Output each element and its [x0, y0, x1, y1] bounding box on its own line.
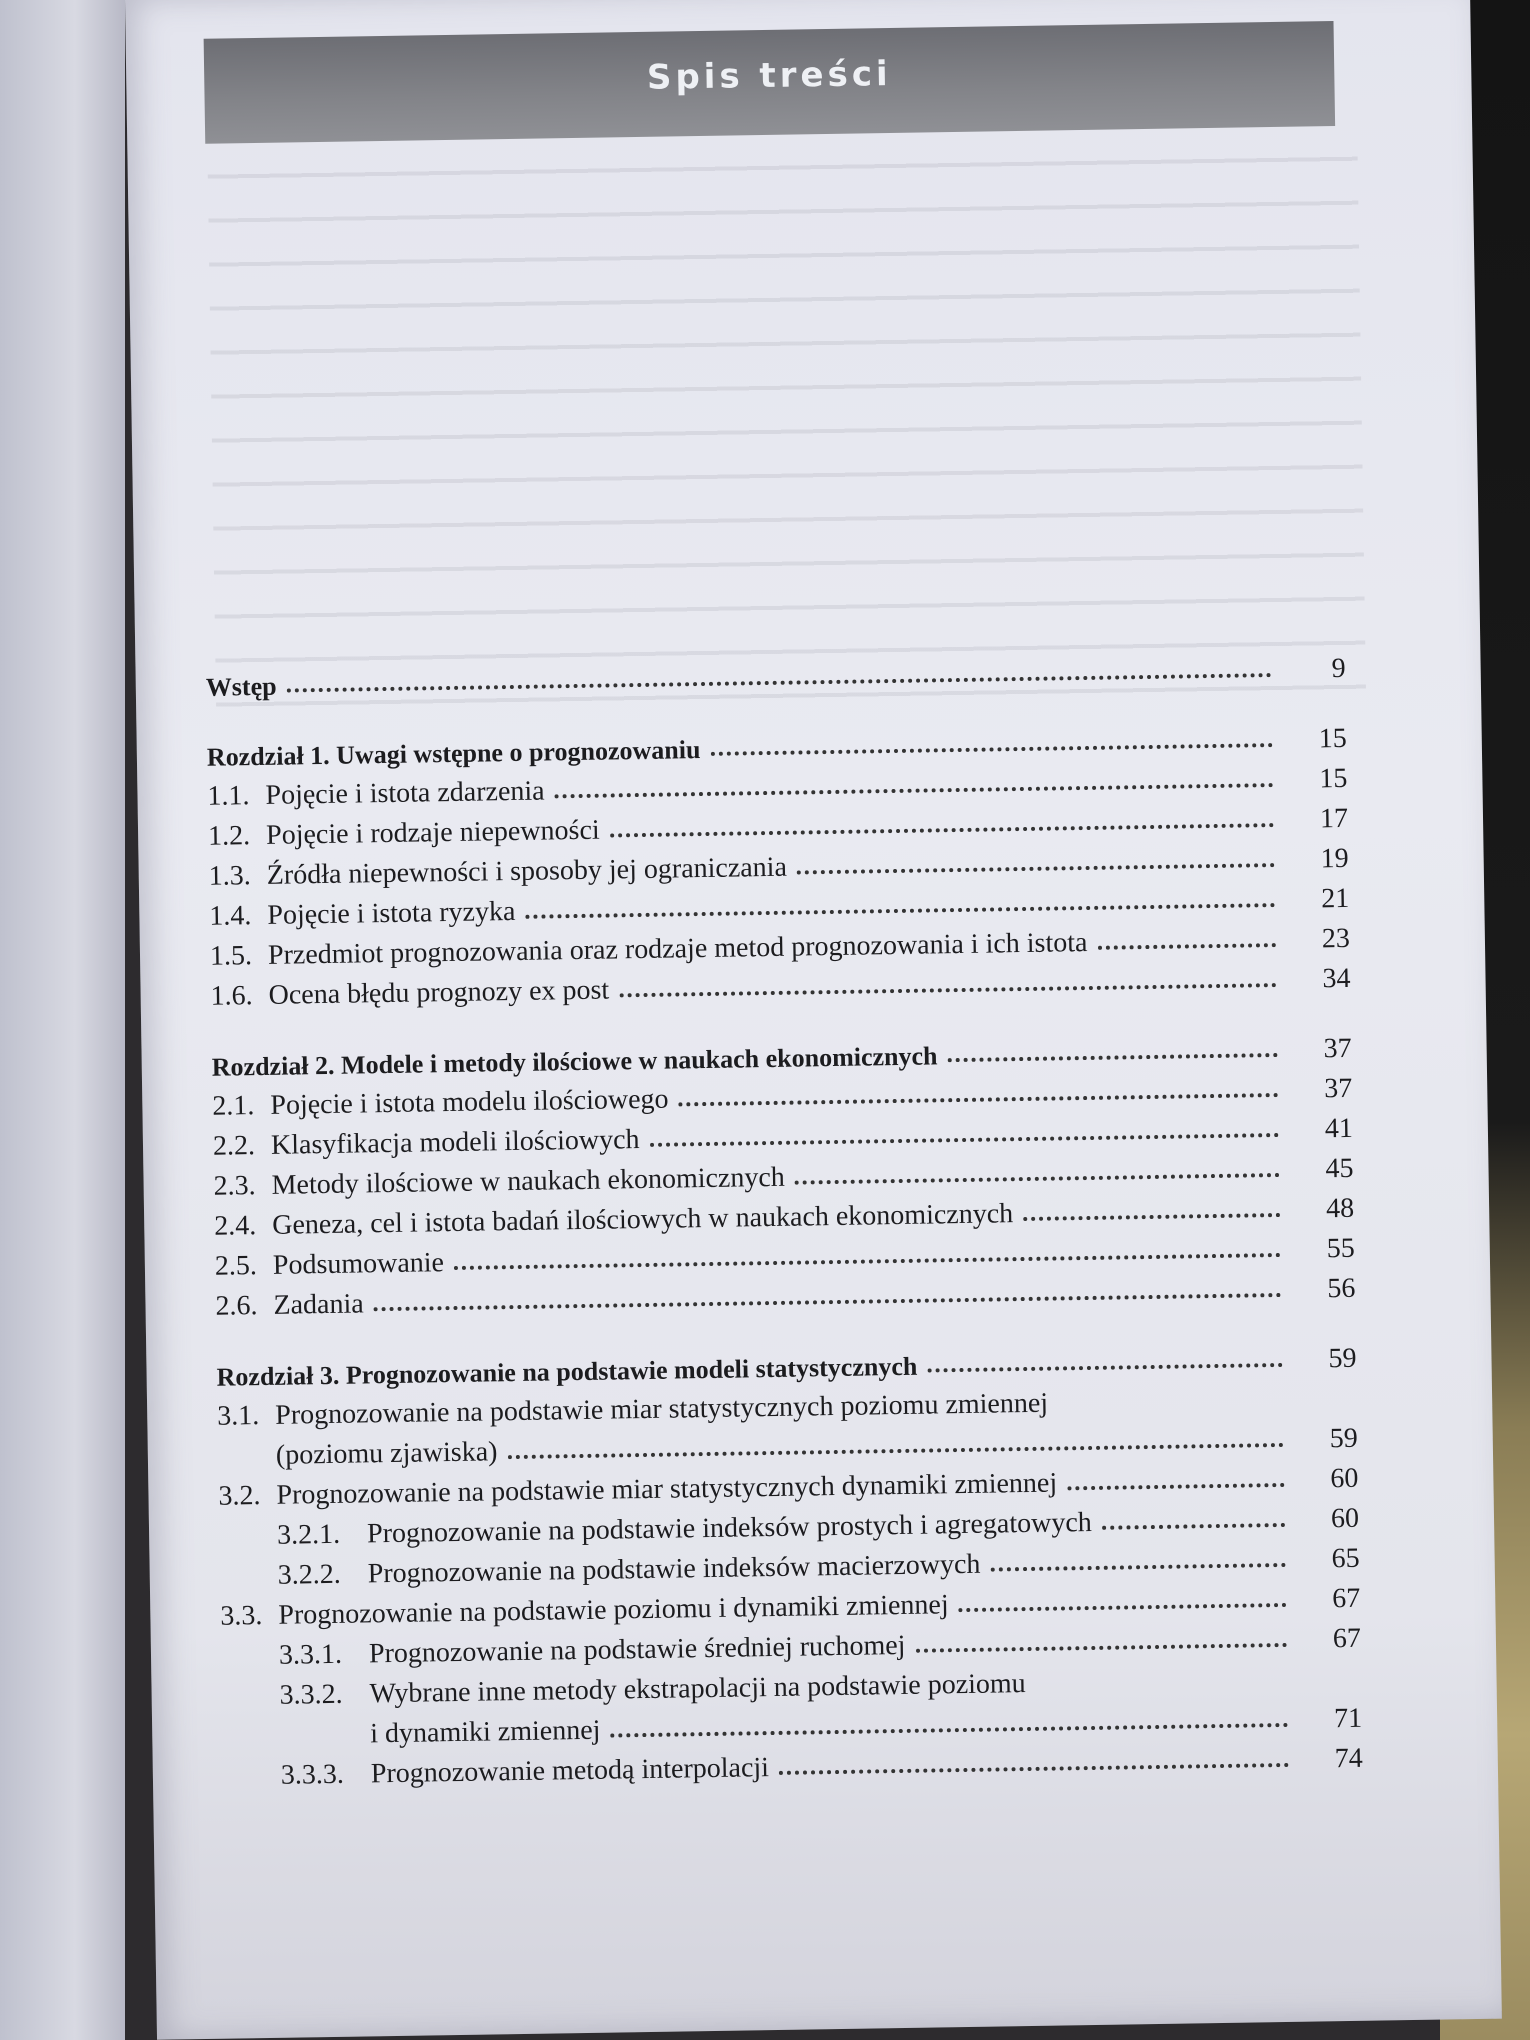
toc-entry-number: 3.2.	[218, 1480, 261, 1512]
dot-leader	[525, 903, 1275, 919]
toc-entry-page: 15	[1319, 762, 1348, 795]
dot-leader	[287, 673, 1272, 692]
toc-entry-page: 45	[1325, 1152, 1354, 1185]
toc-entry-title: Przedmiot prognozowania oraz rodzaje metod prognozowania i ich istota	[267, 927, 1088, 971]
toc-entry-page: 71	[1333, 1702, 1363, 1735]
toc-entry-title: Prognozowanie na podstawie poziomu i dynamiki zmiennej	[278, 1589, 949, 1631]
toc-entry-number: 1.5.	[209, 940, 253, 972]
toc-entry-title: Pojęcie i istota zdarzenia	[265, 775, 545, 811]
toc-entry-title: Rozdział 2. Modele i metody ilościowe w naukach ekonomicznych	[211, 1041, 938, 1082]
toc-entry-title: (poziomu zjawiska)	[275, 1436, 498, 1471]
show-through-text	[207, 131, 1366, 709]
toc-entry-number: 3.1.	[217, 1400, 260, 1432]
dot-leader	[948, 1053, 1278, 1062]
toc-entry-title: Zadania	[273, 1288, 364, 1321]
toc-entry-number: 2.1.	[212, 1090, 255, 1122]
dot-leader	[795, 1173, 1280, 1185]
toc-entry-title: Metody ilościowe w naukach ekonomicznych	[271, 1161, 786, 1201]
toc-entry-page: 9	[1331, 652, 1346, 685]
dot-leader	[927, 1363, 1282, 1373]
toc-entry-page: 60	[1330, 1462, 1359, 1495]
dot-leader	[610, 823, 1274, 837]
dot-leader	[797, 863, 1275, 875]
toc-entry-title: Wstęp	[205, 671, 277, 702]
toc-entry-title: Prognozowanie na podstawie indeksów macierzowych	[367, 1548, 981, 1590]
toc-entry-title: Prognozowanie na podstawie miar statystycznych poziomu zmiennej	[275, 1387, 1049, 1431]
toc-entry-title: Pojęcie i istota modelu ilościowego	[270, 1083, 669, 1121]
dot-leader	[959, 1603, 1287, 1612]
toc-entry-title: Rozdział 3. Prognozowanie na podstawie modeli statystycznych	[216, 1351, 918, 1392]
toc-entry-title: Pojęcie i rodzaje niepewności	[265, 814, 600, 851]
toc-entry-title: i dynamiki zmiennej	[370, 1714, 601, 1750]
toc-entry-page: 59	[1329, 1422, 1358, 1455]
dot-leader	[610, 1723, 1288, 1738]
toc-entry-page: 65	[1331, 1542, 1360, 1575]
toc-entry-title: Prognozowanie na podstawie miar statystycznych dynamiki zmiennej	[276, 1467, 1058, 1511]
toc-entry-number: 2.5.	[214, 1250, 258, 1282]
toc-entry-title: Klasyfikacja modeli ilościowych	[270, 1124, 640, 1161]
toc-entry-number: 1.6.	[210, 980, 253, 1012]
toc-entry-title: Wybrane inne metody ekstrapolacji na podstawie poziomu	[369, 1668, 1026, 1710]
table-of-contents	[205, 641, 1363, 1793]
dot-leader	[507, 1443, 1283, 1459]
dot-leader	[619, 983, 1276, 997]
toc-entry-page: 23	[1321, 922, 1351, 955]
dot-leader	[555, 783, 1274, 798]
toc-entry-page: 59	[1328, 1342, 1357, 1375]
toc-entry-number: 3.3.2.	[279, 1678, 343, 1711]
toc-entry-number: 1.3.	[208, 860, 252, 892]
toc-entry-title: Prognozowanie metodą interpolacji	[370, 1752, 770, 1790]
toc-entry-title: Podsumowanie	[272, 1247, 445, 1281]
dot-leader	[679, 1093, 1279, 1106]
toc-entry-title: Prognozowanie na podstawie indeksów prostych i agregatowych	[366, 1507, 1092, 1550]
toc-entry-page: 37	[1324, 1072, 1353, 1105]
toc-entry-page: 48	[1325, 1192, 1355, 1225]
toc-entry-number: 3.3.	[220, 1600, 263, 1632]
dot-leader	[710, 743, 1272, 756]
toc-entry-title: Prognozowanie na podstawie średniej ruchomej	[368, 1629, 906, 1670]
toc-entry-page: 21	[1321, 882, 1350, 915]
toc-entry-number: 3.3.3.	[280, 1758, 345, 1791]
toc-entry-number: 3.3.1.	[278, 1638, 343, 1671]
dot-leader	[1067, 1483, 1284, 1490]
toc-entry-title: Geneza, cel i istota badań ilościowych w naukach ekonomicznych	[272, 1198, 1014, 1241]
toc-entry-number: 1.4.	[209, 900, 252, 932]
book-page	[125, 0, 1502, 2040]
dot-leader	[779, 1763, 1289, 1775]
dot-leader	[1102, 1523, 1285, 1530]
dot-leader	[650, 1133, 1279, 1147]
toc-entry-page: 17	[1319, 802, 1349, 835]
toc-entry-page: 60	[1330, 1502, 1360, 1535]
toc-entry-number: 2.3.	[213, 1170, 256, 1202]
toc-entry-number: 2.6.	[215, 1290, 258, 1322]
page-title: Spis treści	[646, 53, 892, 98]
dot-leader	[374, 1293, 1282, 1311]
toc-entry-title: Rozdział 1. Uwagi wstępne o prognozowaniu	[206, 735, 701, 772]
book-left-edge	[0, 0, 125, 2040]
dot-leader	[1036, 1687, 1288, 1691]
dot-leader	[1097, 943, 1276, 950]
toc-entry-page: 56	[1327, 1272, 1356, 1305]
toc-entry-title: Ocena błędu prognozy ex post	[268, 974, 610, 1011]
toc-entry-number: 3.2.1.	[276, 1518, 341, 1551]
toc-entry-title: Źródła niepewności i sposoby jej ograniczania	[266, 851, 788, 891]
toc-entry-page: 37	[1323, 1032, 1352, 1065]
toc-entry-number: 2.4.	[214, 1210, 257, 1242]
toc-entry-number: 3.2.2.	[277, 1558, 341, 1591]
dot-leader	[916, 1643, 1288, 1653]
toc-entry-page: 67	[1332, 1582, 1361, 1615]
header-bar	[204, 21, 1336, 144]
toc-entry-title: Pojęcie i istota ryzyka	[267, 895, 516, 931]
dot-leader	[990, 1563, 1285, 1572]
toc-entry-page: 34	[1322, 962, 1351, 995]
toc-entry-page: 55	[1326, 1232, 1356, 1265]
toc-entry-number: 2.2.	[212, 1130, 256, 1162]
toc-entry-page: 15	[1318, 722, 1347, 755]
toc-entry-number: 1.2.	[207, 820, 251, 852]
toc-entry-page: 19	[1320, 842, 1349, 875]
dot-leader	[1058, 1407, 1283, 1411]
toc-entry-number: 1.1.	[207, 780, 250, 812]
toc-entry-page: 67	[1332, 1622, 1362, 1655]
dot-leader	[1023, 1213, 1280, 1221]
toc-entry-page: 74	[1334, 1742, 1364, 1775]
toc-entry-page: 41	[1324, 1112, 1354, 1145]
